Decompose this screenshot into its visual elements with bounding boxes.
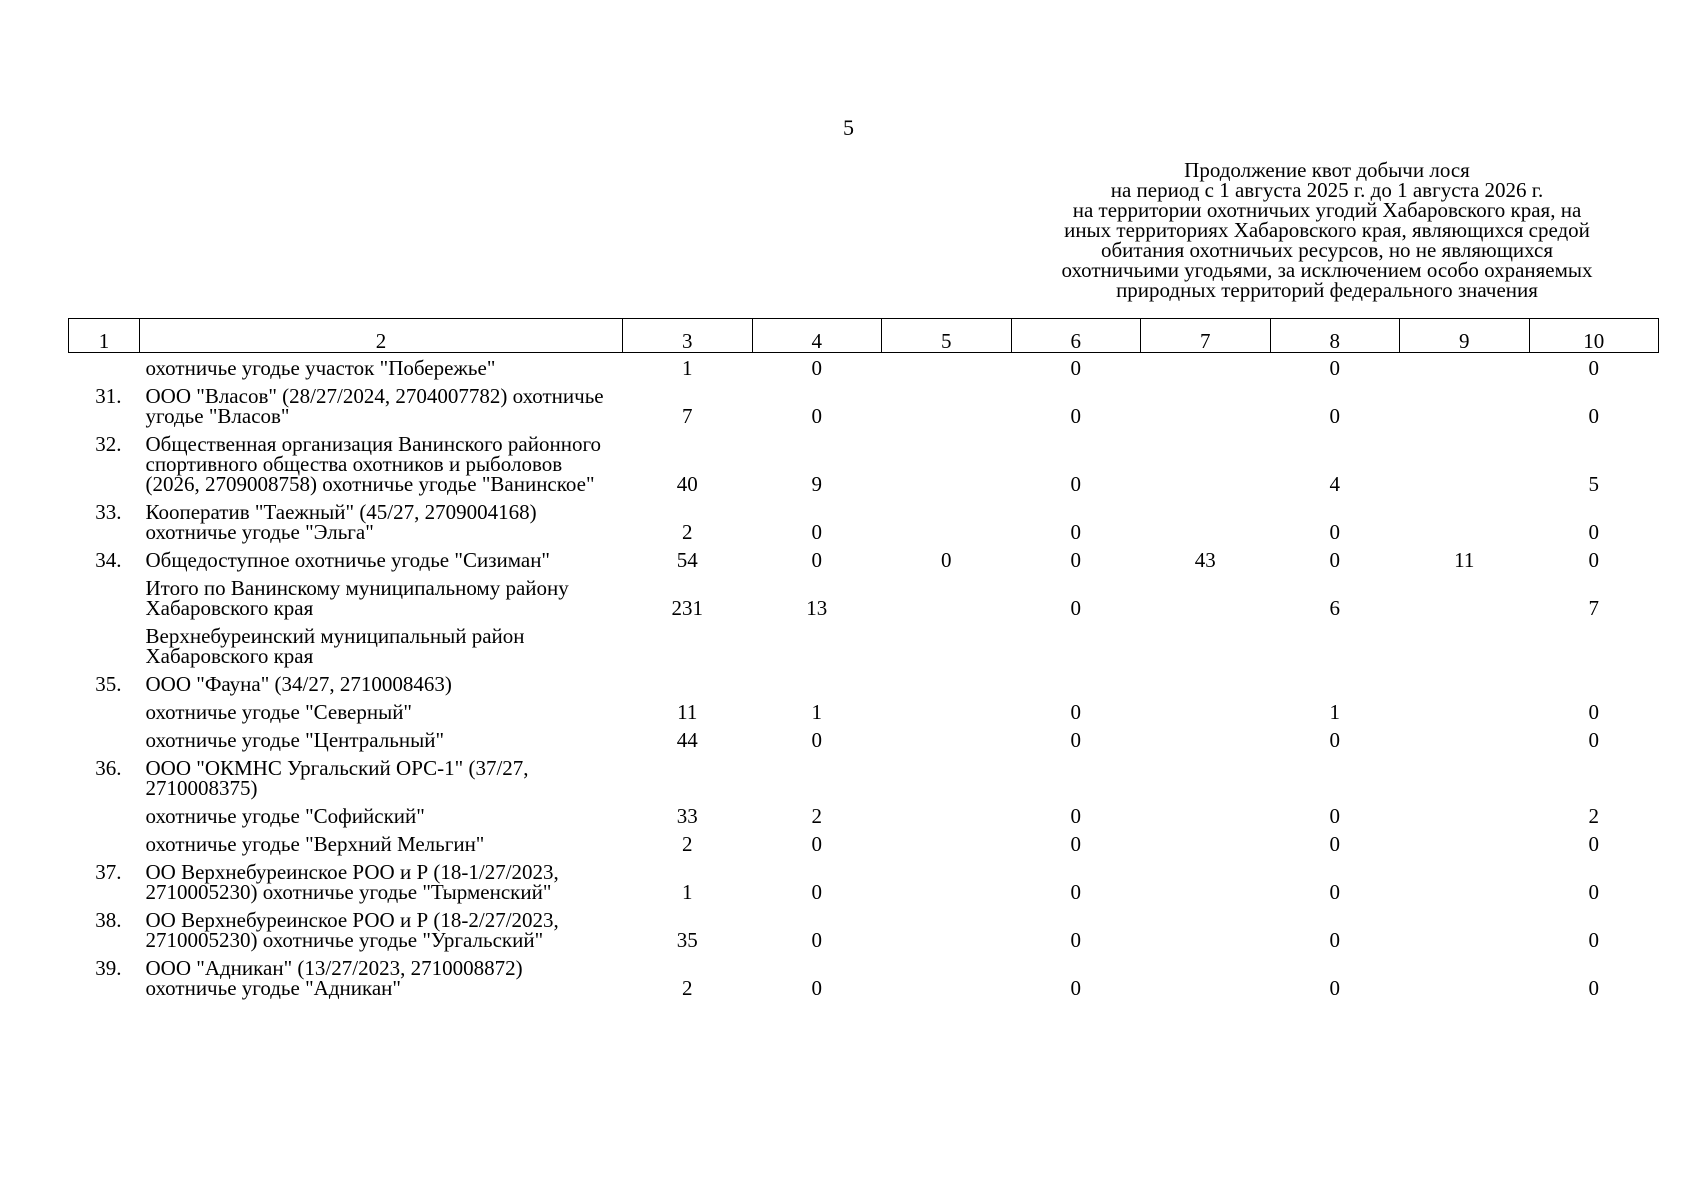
cell-col-3 (623, 669, 753, 697)
column-header: 4 (752, 319, 882, 353)
cell-col-5 (882, 697, 1012, 725)
row-name: Общественная организация Ванинского районного спортивного общества охотников и рыболовов (2026, 2709008758) охотничье угодье "Ванинское" (145, 432, 602, 496)
cell-col-5 (882, 953, 1012, 1001)
table-row (69, 753, 1659, 801)
heading-line: обитания охотничьих ресурсов, но не являющихся (1100, 238, 1554, 262)
quota-table (68, 318, 1659, 1001)
row-name: охотничье угодье участок "Побережье" (145, 356, 496, 380)
cell-col-3: 54 (676, 548, 698, 572)
cell-col-8: 0 (1329, 928, 1340, 952)
row-number: 37. (95, 860, 122, 884)
table-row (69, 381, 1659, 429)
cell-col-4: 0 (811, 548, 822, 572)
cell-col-9 (1400, 669, 1530, 697)
table-row (69, 953, 1659, 1001)
cell-col-9 (1400, 905, 1530, 953)
cell-col-5 (882, 905, 1012, 953)
column-header: 6 (1011, 319, 1141, 353)
cell-col-3: 40 (676, 472, 698, 496)
cell-col-7 (1141, 857, 1271, 905)
row-number (69, 801, 140, 829)
cell-col-6 (1011, 621, 1141, 669)
row-name: ООО "ОКМНС Ургальский ОРС-1" (37/27, 2710008375) (145, 756, 529, 800)
column-header: 7 (1141, 319, 1271, 353)
row-name: Верхнебуреинский муниципальный район Хабаровского края (145, 624, 525, 668)
cell-col-10: 5 (1588, 472, 1599, 496)
cell-col-3 (623, 753, 753, 801)
cell-col-4: 2 (811, 804, 822, 828)
cell-col-5 (882, 429, 1012, 497)
cell-col-7 (1141, 697, 1271, 725)
table-row (69, 905, 1659, 953)
cell-col-4: 0 (811, 356, 822, 380)
cell-col-9 (1400, 953, 1530, 1001)
cell-col-3: 44 (676, 728, 698, 752)
cell-col-5 (882, 669, 1012, 697)
cell-col-7 (1141, 381, 1271, 429)
cell-col-5 (882, 801, 1012, 829)
table-row (69, 697, 1659, 725)
row-name: охотничье угодье "Верхний Мельгин" (145, 832, 485, 856)
cell-col-8: 0 (1329, 804, 1340, 828)
row-number: 34. (95, 548, 122, 572)
cell-col-3: 1 (682, 880, 693, 904)
cell-col-3: 231 (671, 596, 703, 620)
cell-col-10 (1529, 621, 1659, 669)
cell-col-3: 2 (682, 976, 693, 1000)
cell-col-10: 0 (1588, 832, 1599, 856)
row-number: 33. (95, 500, 122, 524)
cell-col-5 (882, 829, 1012, 857)
cell-col-8: 0 (1329, 880, 1340, 904)
row-name: охотничье угодье "Северный" (145, 700, 413, 724)
table-row (69, 497, 1659, 545)
cell-col-7 (1141, 829, 1271, 857)
cell-col-4: 0 (811, 728, 822, 752)
heading-line: природных территорий федерального значения (1116, 278, 1538, 302)
heading-line: Продолжение квот добычи лося (1184, 158, 1470, 182)
cell-col-8: 4 (1329, 472, 1340, 496)
cell-col-9 (1400, 829, 1530, 857)
cell-col-9 (1400, 697, 1530, 725)
cell-col-9: 11 (1454, 548, 1475, 572)
cell-col-8: 6 (1329, 596, 1340, 620)
column-header: 10 (1529, 319, 1659, 353)
cell-col-6: 0 (1070, 700, 1081, 724)
cell-col-4 (752, 669, 882, 697)
table-heading (1012, 160, 1642, 300)
heading-line: на территории охотничьих угодий Хабаровского края, на (1072, 198, 1582, 222)
table-row (69, 829, 1659, 857)
cell-col-6 (1011, 753, 1141, 801)
row-name: ООО "Власов" (28/27/2024, 2704007782) охотничье угодье "Власов" (145, 384, 604, 428)
row-name: охотничье угодье "Центральный" (145, 728, 445, 752)
cell-col-7 (1141, 497, 1271, 545)
cell-col-10: 0 (1588, 520, 1599, 544)
cell-col-6: 0 (1070, 404, 1081, 428)
table-row (69, 573, 1659, 621)
cell-col-8: 0 (1329, 548, 1340, 572)
cell-col-5: 0 (941, 548, 952, 572)
cell-col-6: 0 (1070, 472, 1081, 496)
cell-col-3: 7 (682, 404, 693, 428)
row-number (69, 353, 140, 382)
cell-col-8: 0 (1329, 520, 1340, 544)
row-number: 35. (95, 672, 122, 696)
cell-col-8 (1270, 669, 1400, 697)
row-number: 38. (95, 908, 122, 932)
cell-col-10: 0 (1588, 356, 1599, 380)
cell-col-6: 0 (1070, 804, 1081, 828)
table-body (69, 353, 1659, 1002)
column-header: 5 (882, 319, 1012, 353)
cell-col-4: 1 (811, 700, 822, 724)
cell-col-4: 0 (811, 880, 822, 904)
cell-col-8 (1270, 753, 1400, 801)
cell-col-7 (1141, 429, 1271, 497)
cell-col-10: 7 (1588, 596, 1599, 620)
table-row (69, 621, 1659, 669)
table-row (69, 857, 1659, 905)
cell-col-4: 13 (806, 596, 828, 620)
cell-col-6: 0 (1070, 728, 1081, 752)
cell-col-10: 0 (1588, 404, 1599, 428)
row-name: ООО "Адникан" (13/27/2023, 2710008872) охотничье угодье "Адникан" (145, 956, 523, 1000)
cell-col-9 (1400, 725, 1530, 753)
table-row (69, 545, 1659, 573)
heading-line: на период с 1 августа 2025 г. до 1 августа 2026 г. (1110, 178, 1544, 202)
column-header: 2 (140, 319, 623, 353)
table-row (69, 669, 1659, 697)
cell-col-8: 0 (1329, 976, 1340, 1000)
row-name: охотничье угодье "Софийский" (145, 804, 425, 828)
cell-col-6: 0 (1070, 832, 1081, 856)
cell-col-9 (1400, 573, 1530, 621)
cell-col-4 (752, 621, 882, 669)
column-number-row (69, 319, 1659, 353)
cell-col-3: 11 (677, 700, 698, 724)
table-row (69, 725, 1659, 753)
cell-col-7 (1141, 621, 1271, 669)
cell-col-10: 0 (1588, 548, 1599, 572)
table-row (69, 801, 1659, 829)
cell-col-4: 0 (811, 520, 822, 544)
row-number: 31. (95, 384, 122, 408)
column-header: 3 (623, 319, 753, 353)
cell-col-10: 0 (1588, 700, 1599, 724)
cell-col-6: 0 (1070, 356, 1081, 380)
table-row (69, 353, 1659, 382)
cell-col-5 (882, 857, 1012, 905)
cell-col-10: 0 (1588, 928, 1599, 952)
cell-col-5 (882, 753, 1012, 801)
cell-col-10 (1529, 669, 1659, 697)
cell-col-3: 35 (676, 928, 698, 952)
row-name: ОО Верхнебуреинское РОО и Р (18-2/27/2023, 2710005230) охотничье угодье "Ургальский" (145, 908, 559, 952)
cell-col-3 (623, 621, 753, 669)
cell-col-10: 0 (1588, 976, 1599, 1000)
cell-col-7: 43 (1194, 548, 1216, 572)
cell-col-10: 2 (1588, 804, 1599, 828)
cell-col-10: 0 (1588, 728, 1599, 752)
cell-col-7 (1141, 669, 1271, 697)
cell-col-8: 0 (1329, 356, 1340, 380)
cell-col-4: 0 (811, 404, 822, 428)
cell-col-9 (1400, 381, 1530, 429)
cell-col-7 (1141, 725, 1271, 753)
cell-col-5 (882, 381, 1012, 429)
row-number: 32. (95, 432, 122, 456)
cell-col-3: 2 (682, 520, 693, 544)
column-header: 9 (1400, 319, 1530, 353)
cell-col-7 (1141, 905, 1271, 953)
cell-col-6: 0 (1070, 880, 1081, 904)
cell-col-6 (1011, 669, 1141, 697)
cell-col-4: 9 (811, 472, 822, 496)
cell-col-4 (752, 753, 882, 801)
cell-col-8 (1270, 621, 1400, 669)
cell-col-7 (1141, 573, 1271, 621)
cell-col-7 (1141, 953, 1271, 1001)
heading-line: иных территориях Хабаровского края, являющихся средой (1064, 218, 1590, 242)
cell-col-9 (1400, 497, 1530, 545)
cell-col-3: 2 (682, 832, 693, 856)
cell-col-6: 0 (1070, 928, 1081, 952)
row-name: ООО "Фауна" (34/27, 2710008463) (145, 672, 452, 696)
cell-col-9 (1400, 753, 1530, 801)
cell-col-8: 0 (1329, 728, 1340, 752)
cell-col-10: 0 (1588, 880, 1599, 904)
cell-col-6: 0 (1070, 520, 1081, 544)
table-row (69, 429, 1659, 497)
cell-col-10 (1529, 753, 1659, 801)
cell-col-8: 0 (1329, 832, 1340, 856)
cell-col-5 (882, 725, 1012, 753)
cell-col-5 (882, 573, 1012, 621)
cell-col-9 (1400, 429, 1530, 497)
cell-col-3: 1 (682, 356, 693, 380)
row-number (69, 725, 140, 753)
row-number: 39. (95, 956, 122, 980)
cell-col-4: 0 (811, 832, 822, 856)
row-name: Итого по Ванинскому муниципальному району Хабаровского края (145, 576, 569, 620)
cell-col-9 (1400, 353, 1530, 382)
row-number (69, 697, 140, 725)
column-header: 8 (1270, 319, 1400, 353)
cell-col-7 (1141, 753, 1271, 801)
cell-col-9 (1400, 621, 1530, 669)
cell-col-4: 0 (811, 928, 822, 952)
page-number: 5 (843, 115, 854, 140)
cell-col-8: 1 (1329, 700, 1340, 724)
cell-col-9 (1400, 857, 1530, 905)
row-name: Кооператив "Таежный" (45/27, 2709004168) охотничье угодье "Эльга" (145, 500, 537, 544)
row-number: 36. (95, 756, 122, 780)
row-name: Общедоступное охотничье угодье "Сизиман" (145, 548, 551, 572)
row-number (69, 573, 140, 621)
cell-col-6: 0 (1070, 976, 1081, 1000)
cell-col-8: 0 (1329, 404, 1340, 428)
cell-col-6: 0 (1070, 548, 1081, 572)
cell-col-3: 33 (676, 804, 698, 828)
cell-col-6: 0 (1070, 596, 1081, 620)
row-number (69, 621, 140, 669)
cell-col-4: 0 (811, 976, 822, 1000)
cell-col-5 (882, 621, 1012, 669)
row-name: ОО Верхнебуреинское РОО и Р (18-1/27/2023, 2710005230) охотничье угодье "Тырменский" (145, 860, 559, 904)
heading-line: охотничьими угодьями, за исключением особо охраняемых (1061, 258, 1593, 282)
column-header: 1 (69, 319, 140, 353)
cell-col-7 (1141, 801, 1271, 829)
cell-col-5 (882, 497, 1012, 545)
row-number (69, 829, 140, 857)
cell-col-9 (1400, 801, 1530, 829)
cell-col-5 (882, 353, 1012, 382)
cell-col-7 (1141, 353, 1271, 382)
